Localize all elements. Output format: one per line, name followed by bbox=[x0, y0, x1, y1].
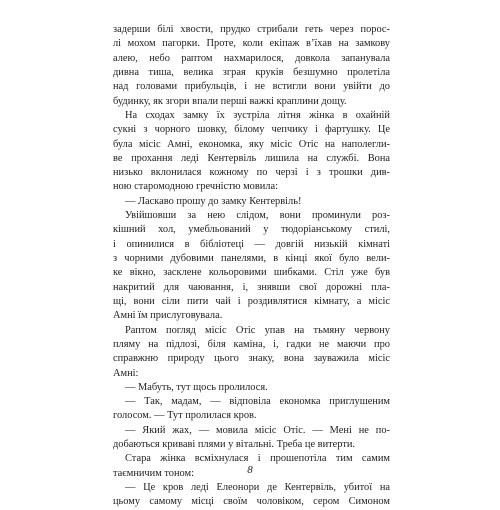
text-line: і опинилися в бібліотеці — довгій низькій кімнаті bbox=[113, 238, 390, 250]
text-line: щі, вони сіли пити чай і роздивлятися кімнату, а місіс bbox=[113, 295, 390, 307]
text-line: — Так, мадам, — відповіла економка приглушеним bbox=[125, 396, 390, 408]
text-line: Раптом погляд місіс Отіс упав на тьмяну червону bbox=[125, 324, 390, 336]
text-line: Амні: bbox=[113, 367, 139, 379]
text-line: сукні з чорного шовку, білому чепчику і фартушку. Це bbox=[113, 124, 390, 136]
text-line: дивна тиша, велика зграя круків безшумно пролетіла bbox=[113, 66, 390, 78]
text-line: — Який жах, — мовила місіс Отіс. — Мені не по- bbox=[125, 424, 390, 436]
text-line: низько вклонилася кожному по черзі і з трошки див- bbox=[113, 167, 390, 179]
text-line: кішний хол, умебльований у тюдоріанському стилі, bbox=[113, 224, 390, 236]
text-line: з чорними дубовими панелями, в кінці якої було вели- bbox=[113, 253, 390, 264]
text-line: голосом. — Тут пролилася кров. bbox=[113, 410, 257, 422]
text-line: таємничим тоном: bbox=[113, 467, 195, 479]
text-line: Увійшовши за нею слідом, вони проминули роз- bbox=[125, 210, 390, 222]
page-number: 8 bbox=[247, 464, 253, 476]
text-line: На сходах замку їх зустріла літня жінка в охайній bbox=[125, 109, 390, 121]
text-line: — Це кров леді Елеонори де Кентервіль, убитої на bbox=[125, 482, 390, 493]
text-line: цьому самому місці своїм чоловіком, сером Симоном bbox=[113, 496, 390, 508]
text-line: добаються криваві плями у вітальні. Треба це витерти. bbox=[113, 439, 356, 451]
text-line: будинку, як згори впали перші важкі краплини дощу. bbox=[113, 95, 347, 107]
text-line: ке вікно, засклене кольоровими шибками. Стіл уже був bbox=[113, 267, 390, 279]
text-line: лі мохом пагорки. Проте, коли екіпаж в’їхав на замкову bbox=[113, 38, 390, 50]
text-line: справжню природу цього знаку, вона зауважила місіс bbox=[113, 353, 390, 365]
text-line: накритий для чаювання, і, знявши свої дорожні пла- bbox=[113, 281, 390, 293]
text-line: ве прохання леді Кентервіль лишила на службі. Вона bbox=[113, 152, 390, 164]
body-text bbox=[113, 23, 390, 510]
text-line: була місіс Амні, економка, яку місіс Отіс на наполегли- bbox=[113, 138, 390, 150]
text-line: ною старомодною гречністю мовила: bbox=[113, 181, 278, 193]
text-line: Амні їм прислуговувала. bbox=[113, 310, 223, 322]
text-line: алею, небо раптом нахмарилося, довкола запанувала bbox=[113, 52, 390, 64]
text-line: задерши білі хвости, прудко стрибали геть через порос- bbox=[113, 24, 390, 35]
text-line: — Мабуть, тут щось пролилося. bbox=[125, 381, 268, 393]
text-line: над головами прибульців, і не встигли вони увійти до bbox=[113, 81, 390, 93]
text-line: — Ласкаво прошу до замку Кентервіль! bbox=[125, 195, 302, 207]
text-line: Стара жінка всміхнулася і прошепотіла тим самим bbox=[125, 453, 390, 465]
text-line: пляму на підлозі, біля каміна, і, гадки не маючи про bbox=[113, 338, 390, 350]
